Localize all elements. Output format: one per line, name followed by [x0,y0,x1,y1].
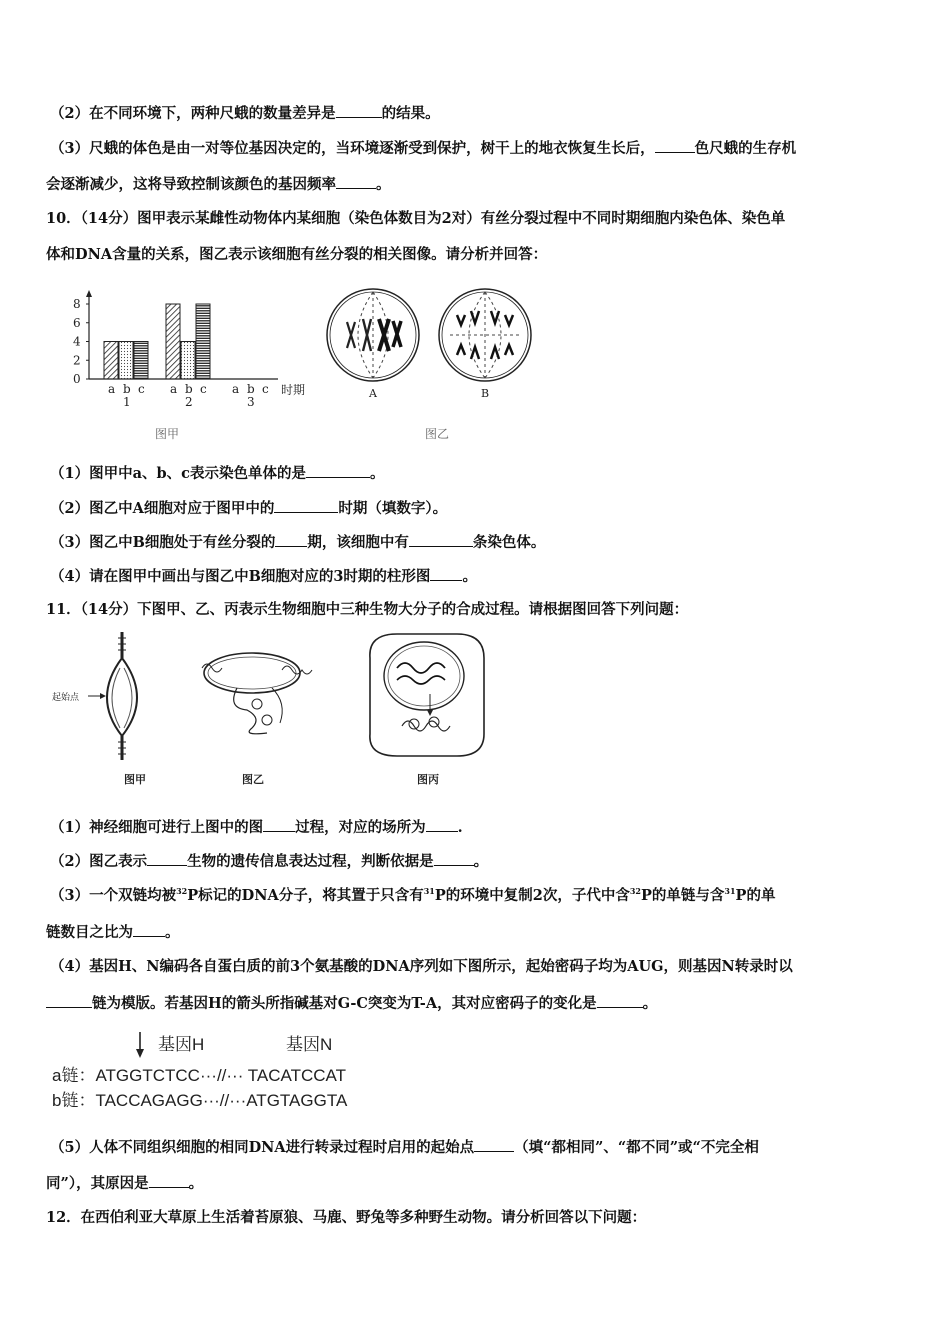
q11-part5-text: （5）人体不同组织细胞的相同DNA进行转录过程时启用的起始点 [50,1139,475,1156]
q9-part2 [50,103,912,124]
q9-part3-cont [46,174,908,195]
q11-part1-text-mid: 过程，对应的场所为 [295,819,426,836]
q10-part4-text-end: 。 [462,568,477,585]
bar-a-period-2 [166,304,180,379]
q11-part3-text-b: P标记的DNA分子，将其置于只含有 [187,887,424,904]
q11-part3-cont [46,922,908,943]
q12-stem-text: 12．在西伯利亚大草原上生活着苔原狼、马鹿、野兔等多种野生动物。请分析回答以下问题： [46,1209,647,1226]
answer-blank[interactable] [474,1137,514,1152]
q9-part2-text: （2）在不同环境下，两种尺蛾的数量差异是 [50,105,336,122]
q11-part1-text-end: . [457,819,463,836]
series-label-c: c [262,382,269,396]
bar-c-period-2 [196,304,210,379]
y-tick-label: 6 [73,315,81,330]
q9-part3-text-end: 色尺蛾的生存机 [694,140,797,157]
q10-stem-text: 10．（14分）图甲表示某雌性动物体内某细胞（染色体数目为2对）有丝分裂过程中不同时期细胞内染色体、染色单 [46,210,786,227]
q11-part5-text-b: （填“都相同”、“都不同”或“不完全相 [514,1139,759,1156]
answer-blank[interactable] [147,851,187,866]
answer-blank[interactable] [263,817,295,832]
bar-b-period-1 [119,342,133,380]
period-label-1: 1 [123,395,131,409]
period-label-2: 2 [185,395,193,409]
answer-blank[interactable] [336,174,376,189]
q10-part2 [50,498,912,519]
q11-part5 [50,1137,912,1158]
bar-b-period-2 [181,342,195,380]
isotope-superscript: 31 [423,886,435,897]
answer-blank[interactable] [409,532,473,547]
q10-stem-text-cont: 体和DNA含量的关系，图乙表示该细胞有丝分裂的相关图像。请分析并回答： [46,246,548,263]
q10-part1-text-end: 。 [369,465,385,482]
answer-blank[interactable] [46,993,92,1008]
q11-part4-text-b: 链为模版。若基因H的箭头所指碱基对G-C突变为T-A，其对应密码子的变化是 [92,995,597,1012]
figure-yi-expression [202,653,312,786]
gene-n-label: 基因N [286,1035,333,1054]
q9-part3-cont-end: 。 [376,176,391,193]
q11-part3-text-end: 。 [165,924,180,941]
figure-yi-cells [325,285,545,445]
figure-bing-caption: 图丙 [417,773,439,786]
q11-part3-text-e: P的单 [735,887,776,904]
gene-labels-figure [130,1028,390,1060]
bar-c-period-1 [134,342,148,380]
isotope-superscript: 32 [176,886,188,897]
answer-blank[interactable] [426,817,458,832]
q11-part3-text-d: P的单链与含 [641,887,725,904]
answer-blank[interactable] [133,922,165,937]
q11-stem-text: 11．（14分）下图甲、乙、丙表示生物细胞中三种生物大分子的合成过程。请根据图回答下列问题： [46,601,689,618]
y-axis-arrow-icon [86,290,92,297]
q10-part4 [50,566,912,587]
q11-stem [46,600,908,620]
q11-part3 [50,886,912,906]
answer-blank[interactable] [274,498,338,513]
q11-part4 [50,957,912,977]
series-label-a: a [232,382,240,396]
q12-stem [46,1208,908,1228]
cell-a-label: A [369,387,377,400]
gene-h-label: 基因H [158,1035,205,1054]
figure-yi-caption: 图乙 [242,773,264,786]
q10-part1 [50,463,912,484]
q10-part4-text: （4）请在图甲中画出与图乙中B细胞对应的3时期的柱形图 [50,568,431,585]
q9-part3-text: （3）尺蛾的体色是由一对等位基因决定的，当环境逐渐受到保护，树干上的地衣恢复生长后， [50,140,655,157]
series-label-a: a [108,382,116,396]
figure-bing-cell [370,634,484,786]
y-tick-label: 4 [73,334,81,349]
q10-part3-text-end: 条染色体。 [472,534,546,551]
series-label-c: c [200,382,207,396]
mutation-arrow-icon [136,1049,144,1058]
q11-part4-text: （4）基因H、N编码各自蛋白质的前3个氨基酸的DNA序列如下图所示，起始密码子均为AUG，则基因N转录时以 [50,958,793,975]
q11-part5-text-end: 。 [188,1175,204,1192]
q11-part1-text: （1）神经细胞可进行上图中的图 [50,819,264,836]
answer-blank[interactable] [430,566,462,581]
cell-b [439,289,531,400]
figure-q11 [52,628,492,793]
answer-blank[interactable] [336,103,382,118]
q10-part3-text: （3）图乙中B细胞处于有丝分裂的 [50,534,276,551]
q11-part4-text-end: 。 [642,995,658,1012]
figure-jia-replication [52,632,146,786]
series-label-b: b [185,382,193,396]
cell-a [327,289,419,400]
q11-part2 [50,851,912,872]
series-label-a: a [170,382,178,396]
q10-part2-text-end: 时期（填数字）。 [338,500,448,517]
period-label-3: 3 [247,395,255,409]
q9-part3-cont-text: 会逐渐减少，这将导致控制该颜色的基因频率 [46,176,336,193]
x-axis-label: 时期 [281,383,306,397]
q11-part3-text: （3）一个双链均被 [50,887,177,904]
origin-label: 起始点 [52,693,80,703]
q11-part3-text-f: 链数目之比为 [46,924,133,941]
isotope-superscript: 32 [629,886,641,897]
answer-blank[interactable] [597,993,643,1008]
q11-part5-cont [46,1173,908,1194]
q11-part2-text: （2）图乙表示 [50,853,148,870]
q11-part4-cont [46,993,908,1014]
q10-stem-cont [46,245,908,265]
answer-blank[interactable] [655,138,695,153]
origin-arrow-icon [100,693,106,699]
q10-part2-text: （2）图乙中A细胞对应于图甲中的 [50,500,275,517]
y-tick-label: 2 [73,353,81,368]
answer-blank[interactable] [149,1173,189,1188]
series-label-b: b [123,382,131,396]
cell-b-label: B [481,387,490,400]
figure-jia-caption: 图甲 [155,427,180,441]
q10-part3-text-mid: 期，该细胞中有 [307,534,409,551]
q11-part3-text-c: P的环境中复制2次，子代中含 [434,887,630,904]
q9-part3 [50,138,912,159]
sequence-a-strand: a链：ATGGTCTCC···//··· TACATCCAT [52,1066,347,1085]
q9-part2-text-end: 的结果。 [381,105,440,122]
q10-part1-text: （1）图甲中a、b、c表示染色单体的是 [50,465,306,482]
answer-blank[interactable] [306,463,370,478]
answer-blank[interactable] [434,851,474,866]
figure-jia-caption: 图甲 [124,773,146,786]
q10-stem [46,209,908,229]
q11-part5-text-c: 同”），其原因是 [46,1175,149,1192]
bar-a-period-1 [104,342,118,380]
isotope-superscript: 31 [724,886,736,897]
q11-part1 [50,817,912,838]
y-tick-label: 0 [73,372,81,386]
q10-part3 [50,532,912,553]
figure-jia-chart [60,290,330,450]
q11-part2-text-end: 。 [473,853,489,870]
series-label-c: c [138,382,145,396]
y-tick-label: 8 [73,297,81,311]
figure-yi-caption: 图乙 [425,427,450,441]
q11-part2-text-mid: 生物的遗传信息表达过程，判断依据是 [187,853,434,870]
answer-blank[interactable] [275,532,307,547]
series-label-b: b [247,382,255,396]
sequence-b-strand: b链：TACCAGAGG···//···ATGTAGGTA [52,1091,348,1110]
